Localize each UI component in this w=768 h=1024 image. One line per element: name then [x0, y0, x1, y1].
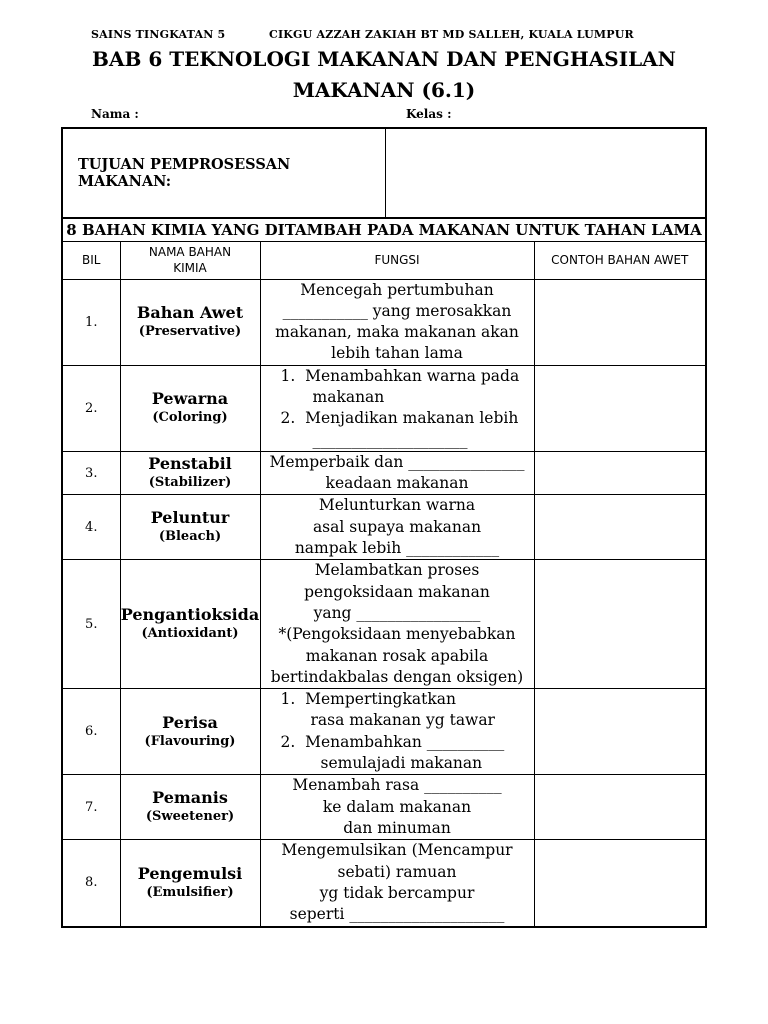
page-header [91, 28, 651, 41]
worksheet-table [61, 127, 707, 928]
fungsi-line: Mencegah pertumbuhan [300, 280, 494, 299]
chemical-name-cell [120, 279, 260, 365]
fungsi-note-line: makanan rosak apabila [305, 646, 489, 665]
fungsi-line: sebati) ramuan [337, 862, 457, 881]
contoh-answer-cell[interactable] [534, 689, 705, 775]
chemical-name-cell [120, 495, 260, 560]
table-row [63, 689, 705, 775]
tujuan-label: TUJUAN PEMPROSESSAN MAKANAN: [63, 129, 386, 217]
tujuan-answer-box[interactable] [386, 129, 705, 217]
chemical-name-cell [120, 775, 260, 840]
chemical-name-cell [120, 560, 260, 689]
table-row [63, 775, 705, 840]
chemical-name: Pewarna [151, 389, 229, 409]
chemical-name: Perisa [162, 712, 218, 732]
col-header-nama-line2: KIMIA [173, 261, 207, 276]
fungsi-cell [260, 365, 534, 451]
col-header-bil: BIL [63, 242, 120, 279]
chemical-name-cell [120, 365, 260, 451]
chemical-english: (Emulsifier) [146, 884, 234, 900]
fungsi-cell [260, 840, 534, 926]
fungsi-cell [260, 495, 534, 560]
fungsi-blank-line[interactable]: nampak lebih ____________ [294, 539, 500, 558]
title-line-1: BAB 6 TEKNOLOGI MAKANAN DAN PENGHASILAN [92, 47, 676, 71]
fungsi-line: asal supaya makanan [312, 517, 482, 536]
teacher-school-label: CIKGU AZZAH ZAKIAH BT MD SALLEH, KUALA LUMPUR [269, 28, 634, 41]
chemical-name: Pengantioksida [120, 605, 260, 625]
fungsi-line: makanan [312, 387, 385, 406]
row-number: 6. [63, 689, 120, 775]
chemical-english: (Flavouring) [144, 733, 236, 749]
fungsi-line: Mengemulsikan (Mencampur [281, 841, 513, 860]
fungsi-cell [260, 279, 534, 365]
chemical-name: Peluntur [150, 508, 230, 528]
chemical-name-cell [120, 840, 260, 926]
table-row [63, 279, 705, 365]
title-line-2: MAKANAN (6.1) [292, 78, 476, 102]
col-header-fungsi: FUNGSI [260, 242, 534, 279]
fungsi-blank-line[interactable]: ___________ yang merosakkan [282, 301, 512, 320]
chemicals-table [63, 242, 705, 926]
table-row [63, 451, 705, 495]
fungsi-line: 1. Menambahkan warna pada [280, 366, 520, 385]
contoh-answer-cell[interactable] [534, 495, 705, 560]
fungsi-blank-line[interactable]: Menambah rasa __________ [292, 776, 502, 795]
kelas-field-label[interactable]: Kelas : [406, 107, 452, 121]
nama-field-label[interactable]: Nama : [91, 107, 139, 121]
fungsi-line: Melambatkan proses [314, 561, 480, 580]
fungsi-note-line: *(Pengoksidaan menyebabkan [278, 625, 516, 644]
contoh-answer-cell[interactable] [534, 451, 705, 495]
chemical-name: Pemanis [152, 788, 228, 808]
chemical-name: Pengemulsi [137, 863, 243, 883]
row-number: 5. [63, 560, 120, 689]
chemical-english: (Coloring) [152, 410, 228, 426]
contoh-answer-cell[interactable] [534, 840, 705, 926]
subject-label: SAINS TINGKATAN 5 [91, 28, 226, 41]
fungsi-blank-line[interactable]: yang ________________ [313, 603, 481, 622]
tujuan-row [63, 129, 705, 219]
fungsi-blank-line[interactable]: ____________________ [312, 430, 468, 449]
contoh-answer-cell[interactable] [534, 279, 705, 365]
chemical-english: (Sweetener) [145, 809, 235, 825]
fungsi-line: 2. Menjadikan makanan lebih [280, 409, 519, 428]
table-row [63, 840, 705, 926]
fungsi-blank-line[interactable]: Memperbaik dan _______________ [269, 452, 525, 471]
chemical-english: (Preservative) [138, 324, 242, 340]
row-number: 4. [63, 495, 120, 560]
fungsi-blank-line[interactable]: seperti ____________________ [289, 905, 505, 924]
chemical-name: Penstabil [148, 454, 232, 474]
fungsi-blank-line[interactable]: 2. Menambahkan __________ [280, 732, 505, 751]
contoh-answer-cell[interactable] [534, 560, 705, 689]
student-fields [91, 107, 591, 121]
chemical-english: (Antioxidant) [141, 626, 239, 642]
col-header-contoh: CONTOH BAHAN AWET [534, 242, 705, 279]
page-title [0, 44, 768, 106]
fungsi-cell [260, 451, 534, 495]
row-number: 3. [63, 451, 120, 495]
chemical-name-cell [120, 451, 260, 495]
fungsi-line: keadaan makanan [325, 474, 469, 493]
fungsi-line: pengoksidaan makanan [304, 582, 490, 601]
contoh-answer-cell[interactable] [534, 365, 705, 451]
table-row [63, 560, 705, 689]
fungsi-cell [260, 775, 534, 840]
fungsi-line: makanan, maka makanan akan [275, 323, 519, 342]
chemical-english: (Stabilizer) [148, 475, 232, 491]
table-header-row [63, 242, 705, 279]
contoh-answer-cell[interactable] [534, 775, 705, 840]
fungsi-cell [260, 689, 534, 775]
table-row [63, 495, 705, 560]
chemical-name-cell [120, 689, 260, 775]
fungsi-line: ke dalam makanan [322, 797, 472, 816]
chemical-name: Bahan Awet [136, 303, 244, 323]
table-row [63, 365, 705, 451]
fungsi-line: rasa makanan yg tawar [310, 711, 495, 730]
fungsi-line: yg tidak bercampur [319, 883, 475, 902]
row-number: 1. [63, 279, 120, 365]
section-title: 8 BAHAN KIMIA YANG DITAMBAH PADA MAKANAN UNTUK TAHAN LAMA [63, 219, 705, 242]
col-header-nama [120, 242, 260, 279]
chemical-english: (Bleach) [158, 529, 222, 545]
fungsi-cell [260, 560, 534, 689]
fungsi-line: dan minuman [343, 818, 451, 837]
fungsi-line: Melunturkan warna [318, 496, 476, 515]
row-number: 2. [63, 365, 120, 451]
fungsi-line: lebih tahan lama [331, 344, 463, 363]
fungsi-line: 1. Mempertingkatkan [280, 690, 456, 709]
fungsi-note-line: bertindakbalas dengan oksigen) [270, 667, 524, 686]
row-number: 8. [63, 840, 120, 926]
col-header-nama-line1: NAMA BAHAN [148, 245, 232, 260]
row-number: 7. [63, 775, 120, 840]
fungsi-line: semulajadi makanan [320, 754, 483, 773]
